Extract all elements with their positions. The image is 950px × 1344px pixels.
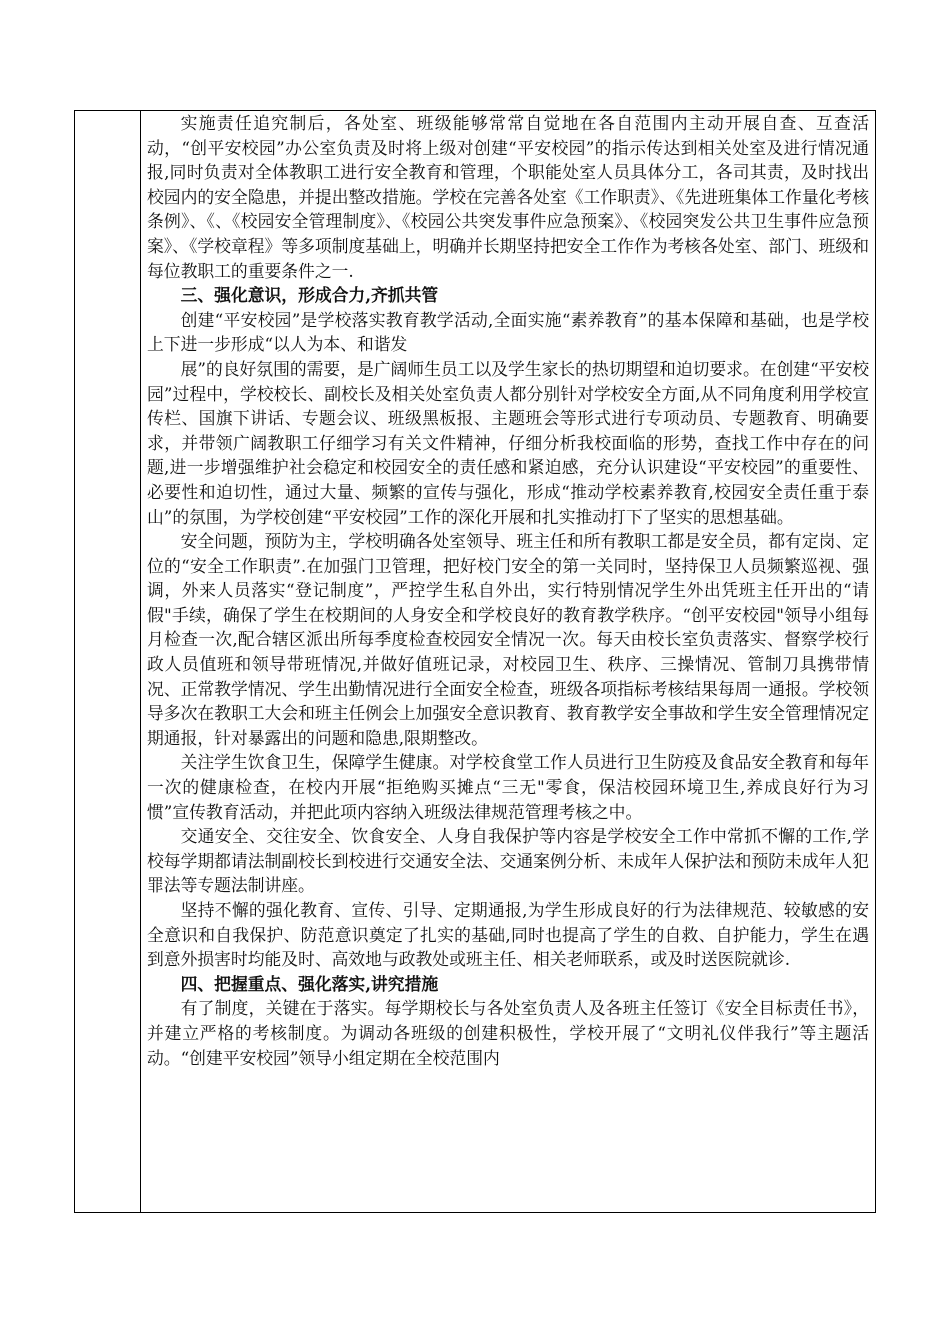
paragraph-atmosphere: 展”的良好氛围的需要，是广阔师生员工以及学生家长的热切期望和迫切要求。在创建“平安校园”过程中，学校校长、副校长及相关处室负责人都分别针对学校安全方面,从不同角度利用学校宣传栏、国旗下讲话、专题会议、班级黑板报、主题班会等形式进行专项动员、专题教育、明确要求，并带领广阔教职工仔细学习有关文件精神，仔细分析我校面临的形势，查找工作中存在的问题,进一步增强维护社会稳定和校园安全的责任感和紧迫感，充分认识建设“平安校园”的重要性、必要性和迫切性，通过大量、频繁的宣传与强化，形成“推动学校素养教育,校园安全责任重于泰山”的氛围，为学校创建“平安校园”工作的深化开展和扎实推动打下了坚实的思想基础。	[147, 358, 870, 527]
paragraph-food-hygiene: 关注学生饮食卫生，保障学生健康。对学校食堂工作人员进行卫生防疫及食品安全教育和每年一次的健康检查，在校内开展“拒绝购买摊点“三无"零食，保洁校园环境卫生,养成良好行为习惯”宣传教育活动，并把此项内容纳入班级法律规范管理考核之中。	[147, 752, 869, 822]
paragraph-prevention: 安全问题，预防为主，学校明确各处室领导、班主任和所有教职工都是安全员，都有定岗、定位的“安全工作职责”.在加强门卫管理，把好校门安全的第一关同时，坚持保卫人员频繁巡视、强调，外来人员落实“登记制度”，严控学生私自外出，实行特别情况学生外出凭班主任开出的“请假"手续，确保了学生在校期间的人身安全和学校良好的教育教学秩序。“创平安校园"领导小组每月检查一次,配合辖区派出所每季度检查校园安全情况一次。每天由校长室负责落实、督察学校行政人员值班和领导带班情况,并做好值班记录，对校园卫生、秩序、三操情况、管制刀具携带情况、正常教学情况、学生出勤情况进行全面安全检查，班级各项指标考核结果每周一通报。学校领导多次在教职工大会和班主任例会上加强安全意识教育、教育教学安全事故和学生安全管理情况定期通报，针对暴露出的问题和隐患,限期整改。	[147, 531, 869, 748]
document-table	[74, 110, 876, 1213]
paragraph-implementation: 有了制度，关键在于落实。每学期校长与各处室负责人及各班主任签订《安全目标责任书》，并建立严格的考核制度。为调动各班级的创建积极性，学校开展了“文明礼仪伴我行”等主题活动。“创建平安校园”领导小组定期在全校范围内	[147, 998, 869, 1068]
paragraph-education: 坚持不懈的强化教育、宣传、引导、定期通报,为学生形成良好的行为法律规范、较敏感的安全意识和自我保护、防范意识奠定了扎实的基础,同时也提高了学生的自救、自护能力，学生在遇到意外损害时均能及时、高效地与政教处或班主任、相关老师联系，或及时送医院就诊.	[147, 900, 869, 970]
table-content-cell	[141, 111, 875, 1212]
section-heading-3: 三、强化意识，形成合力,齐抓共管	[180, 285, 439, 306]
paragraph-accountability: 实施责任追究制后，各处室、班级能够常常自觉地在各自范围内主动开展自查、互查活动，“创平安校园”办公室负责及时将上级对创建“平安校园”的指示传达到相关处室及进行情况通报,同时负责对全体教职工进行安全教育和管理，个职能处室人员具体分工，各司其责，及时找出校园内的安全隐患，并提出整改措施。学校在完善各处室《工作职责》、《先进班集体工作量化考核条例》、《、《校园安全管理制度》、《校园公共突发事件应急预案》、《校园突发公共卫生事件应急预案》、《学校章程》等多项制度基础上，明确并长期坚持把安全工作作为考核各处室、部门、班级和每位教职工的重要条件之一.	[147, 113, 869, 281]
paragraph-traffic-safety: 交通安全、交往安全、饮食安全、人身自我保护等内容是学校安全工作中常抓不懈的工作,学校每学期都请法制副校长到校进行交通安全法、交通案例分析、未成年人保护法和预防未成年人犯罪法等专题法制讲座。	[147, 826, 869, 896]
paragraph-create-safe-campus: 创建“平安校园”是学校落实教育教学活动,全面实施“素养教育”的基本保障和基础，也是学校上下进一步形成“以人为本、和谐发	[147, 309, 869, 355]
section-heading-4: 四、把握重点、强化落实,讲究措施	[180, 973, 439, 994]
table-left-column	[75, 111, 141, 1212]
